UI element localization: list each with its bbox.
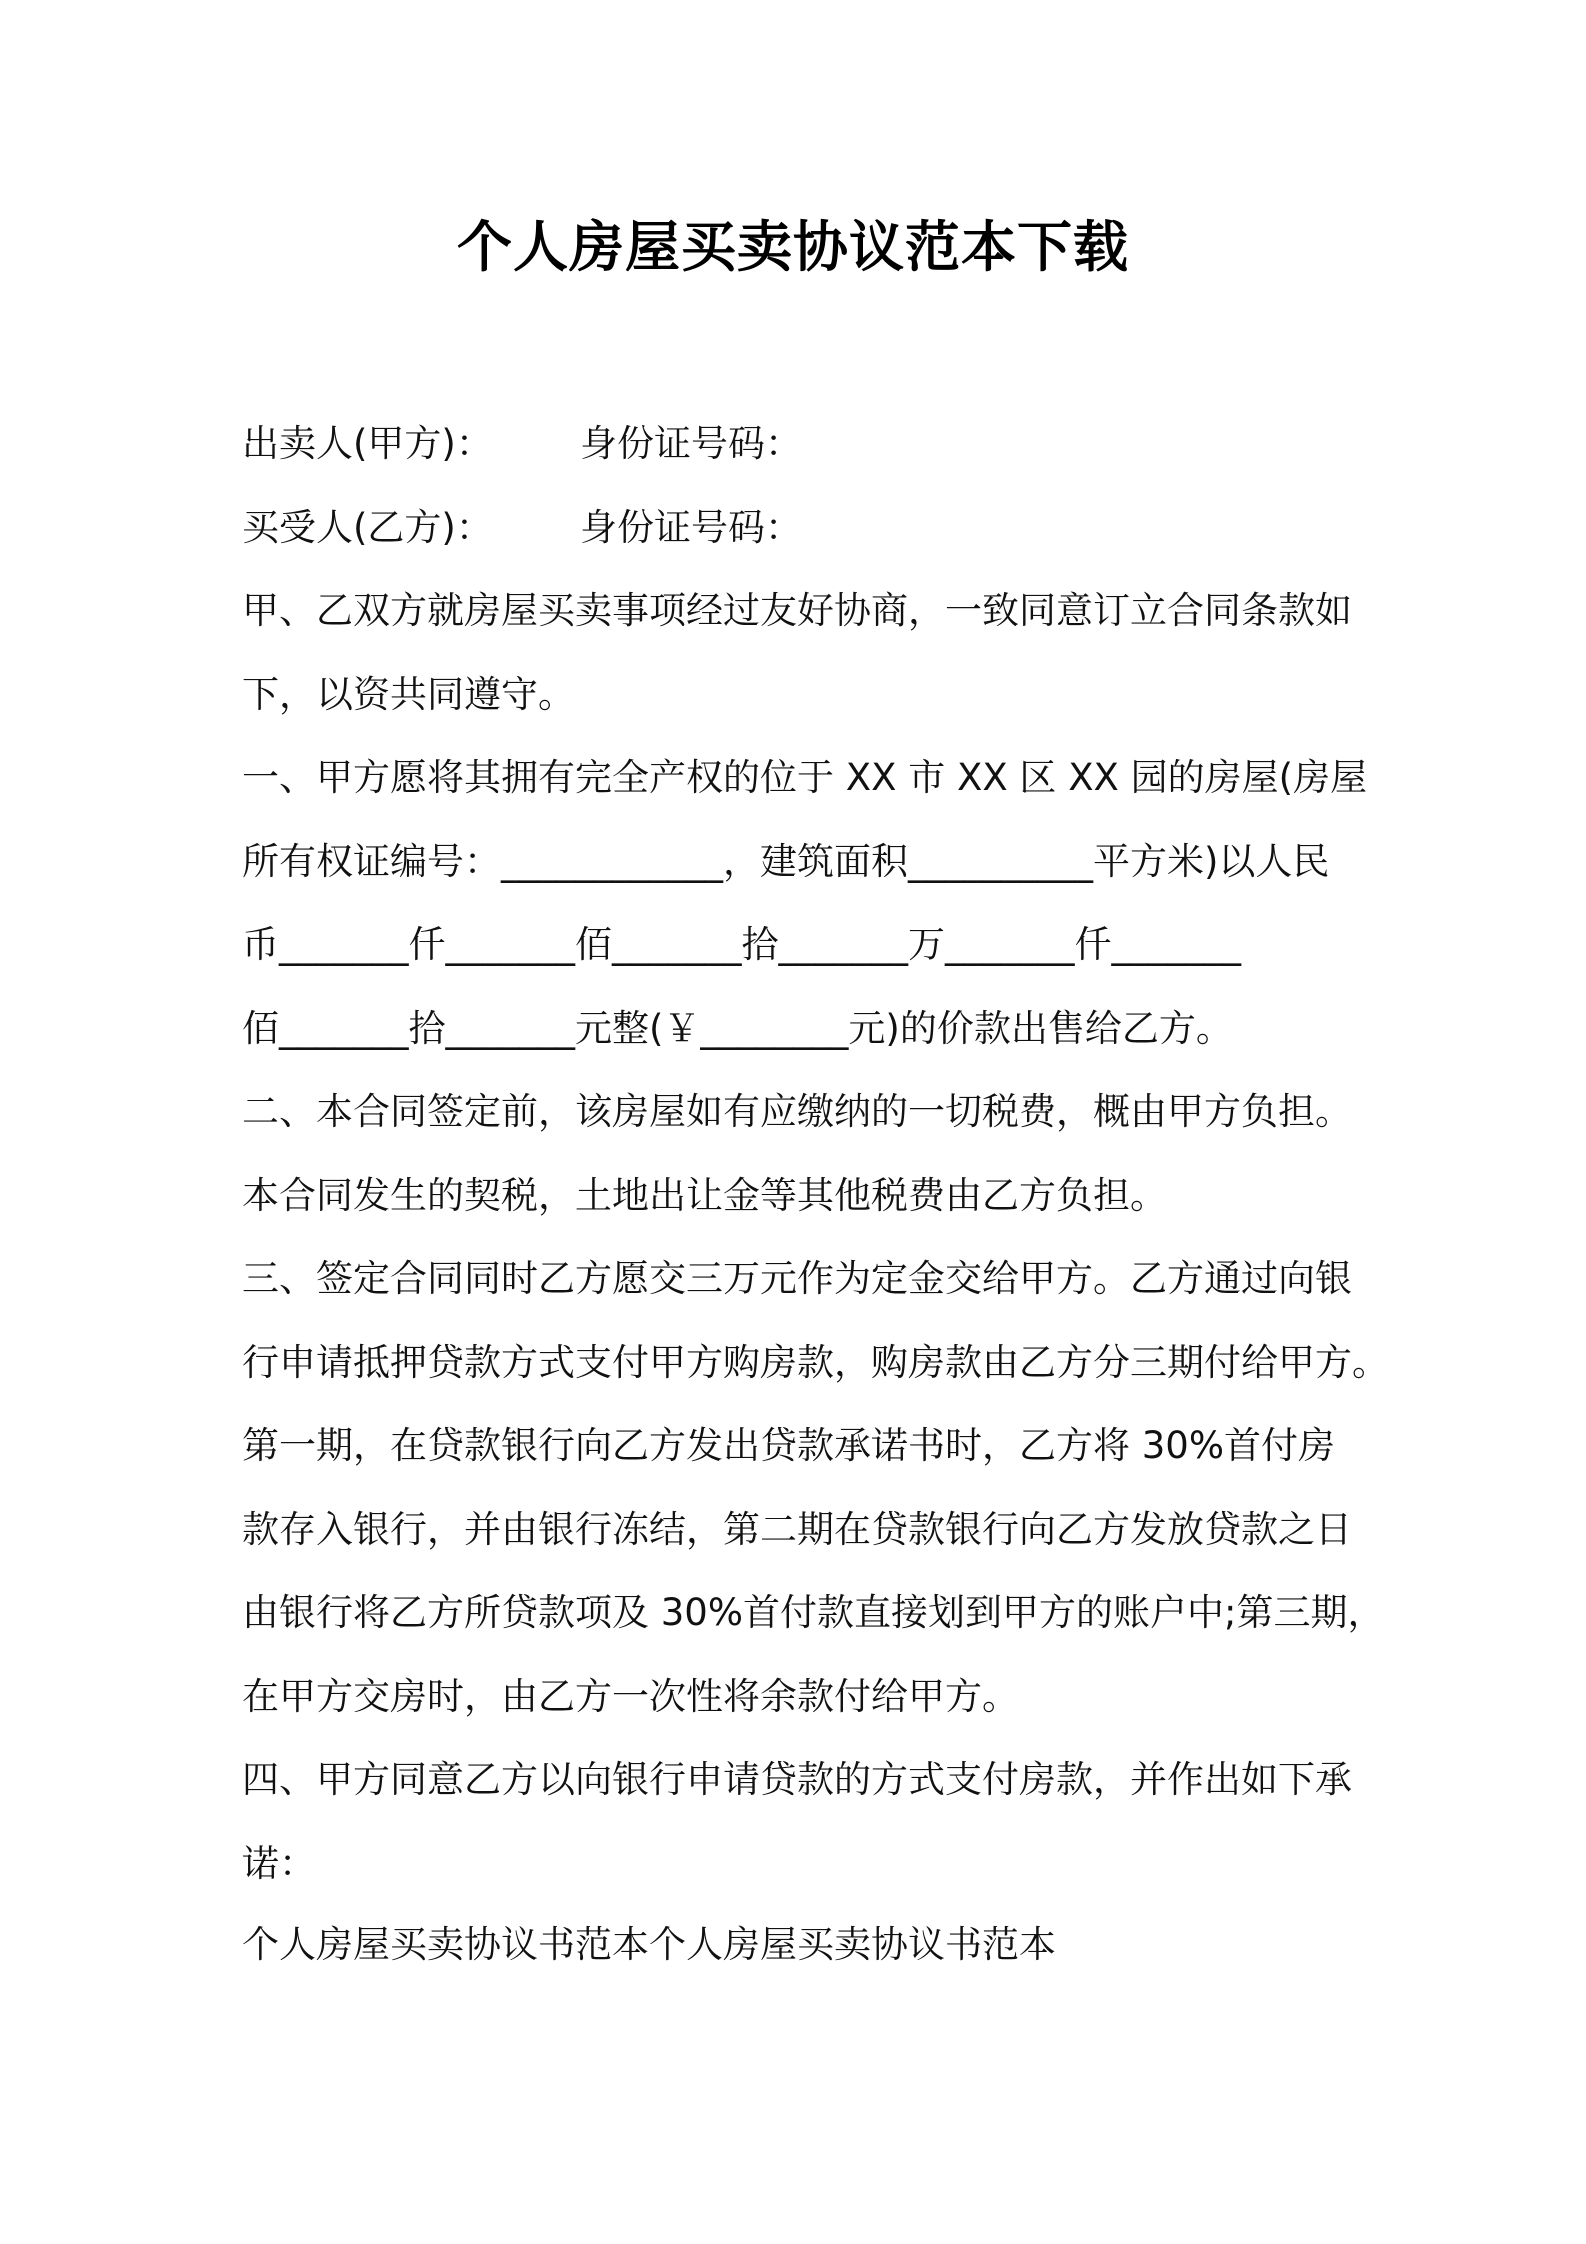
body-line: 本合同发生的契税，土地出让金等其他税费由乙方负担。 <box>242 1173 1167 1217</box>
body-line: 一、甲方愿将其拥有完全产权的位于 XX 市 XX 区 XX 园的房屋(房屋 <box>242 756 1368 799</box>
body-line: 佰_______拾_______元整(￥________元)的价款出售给乙方。 <box>242 1006 1233 1050</box>
document-body <box>242 402 1392 1905</box>
body-line: 第一期，在贷款银行向乙方发出贷款承诺书时，乙方将 30%首付房 <box>242 1424 1335 1467</box>
seller-line <box>242 402 1392 486</box>
body-line: 由银行将乙方所贷款项及 30%首付款直接划到甲方的账户中;第三期， <box>242 1591 1385 1634</box>
body-line: 在甲方交房时，由乙方一次性将余款付给甲方。 <box>242 1674 1019 1718</box>
body-line: 诺： <box>242 1841 316 1885</box>
body-line: 款存入银行，并由银行冻结，第二期在贷款银行向乙方发放贷款之日 <box>242 1507 1352 1551</box>
closing-line: 个人房屋买卖协议书范本个人房屋买卖协议书范本 <box>242 1923 1056 1966</box>
body-line: 四、甲方同意乙方以向银行申请贷款的方式支付房款，并作出如下承 <box>242 1758 1352 1801</box>
buyer-line <box>242 486 1392 570</box>
seller-label: 出卖人(甲方)： <box>242 422 493 465</box>
buyer-label: 买受人(乙方)： <box>242 505 493 549</box>
document-title: 个人房屋买卖协议范本下载 <box>456 215 1129 279</box>
body-line: 下，以资共同遵守。 <box>242 672 575 716</box>
body-line: 行申请抵押贷款方式支付甲方购房款，购房款由乙方分三期付给甲方。 <box>242 1340 1389 1384</box>
seller-id-label: 身份证号码： <box>580 422 802 465</box>
body-line: 所有权证编号：____________，建筑面积__________平方米)以人民 <box>242 839 1330 883</box>
body-line: 二、本合同签定前，该房屋如有应缴纳的一切税费，概由甲方负担。 <box>242 1090 1352 1133</box>
body-line: 三、签定合同同时乙方愿交三万元作为定金交给甲方。乙方通过向银 <box>242 1257 1352 1300</box>
body-line: 甲、乙双方就房屋买卖事项经过友好协商，一致同意订立合同条款如 <box>242 589 1352 632</box>
body-line: 币_______仟_______佰_______拾_______万_______仟_______ <box>242 923 1241 966</box>
buyer-id-label: 身份证号码： <box>580 505 802 549</box>
